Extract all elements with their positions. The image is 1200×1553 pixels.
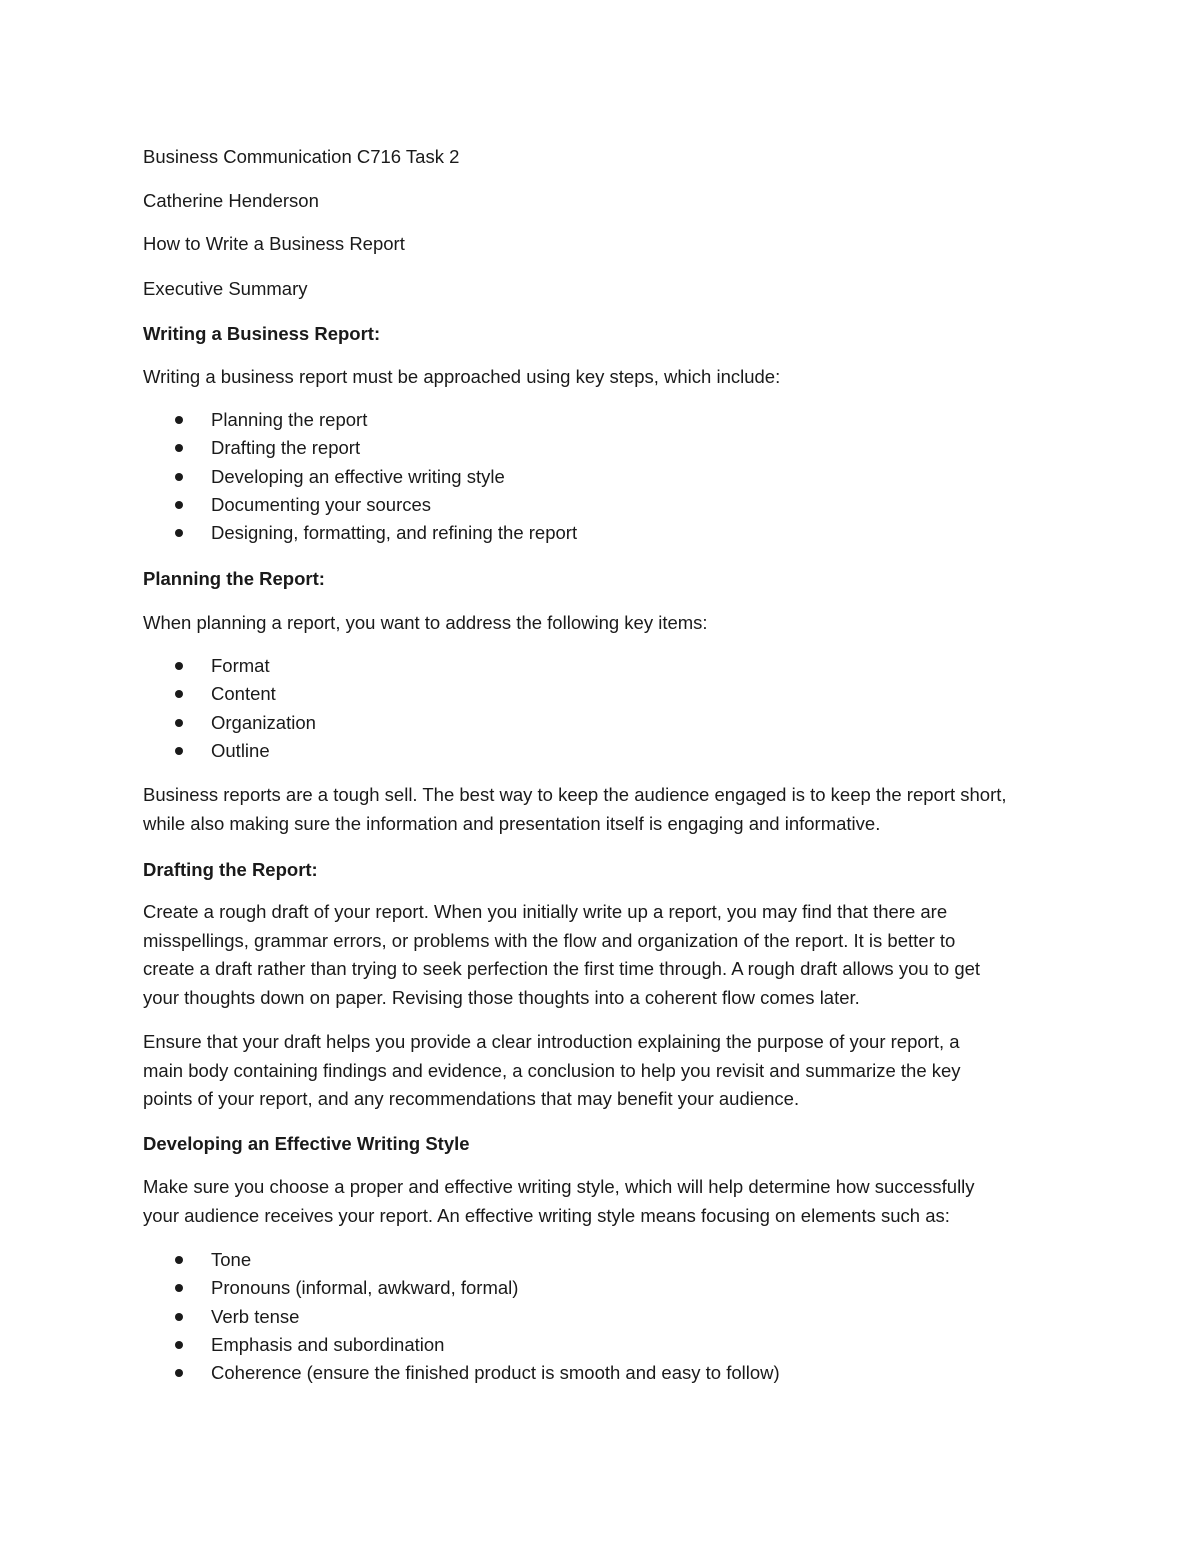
list-item: [143, 1359, 1063, 1387]
list-item: [143, 491, 1063, 519]
paragraph-line: points of your report, and any recommendations that may benefit your audience.: [143, 1088, 800, 1109]
course-title: Business Communication C716 Task 2: [143, 146, 460, 167]
paragraph-line: your thoughts down on paper. Revising those thoughts into a coherent flow comes later.: [143, 986, 860, 1008]
report-title: How to Write a Business Report: [143, 233, 405, 254]
style-intro-paragraph: [143, 1173, 1063, 1230]
planning-intro: When planning a report, you want to address the following key items:: [143, 612, 708, 633]
list-item: [143, 1274, 1063, 1302]
style-elements-list: [143, 1246, 1063, 1387]
bullet-icon: [175, 690, 183, 698]
list-item: [143, 463, 1063, 491]
list-item: [143, 652, 1063, 680]
list-item-text: Outline: [211, 739, 270, 761]
heading-planning: Planning the Report:: [143, 568, 325, 589]
writing-steps-list: [143, 406, 1063, 547]
list-item-text: Format: [211, 655, 270, 676]
drafting-paragraph-2: [143, 1028, 1063, 1114]
list-item: [143, 1331, 1063, 1359]
paragraph-line: Create a rough draft of your report. When you initially write up a report, you may find that there are: [143, 901, 948, 922]
bullet-icon: [175, 1369, 183, 1377]
bullet-icon: [175, 1256, 183, 1264]
list-item-text: Emphasis and subordination: [211, 1333, 445, 1355]
list-item-text: Pronouns (informal, awkward, formal): [211, 1277, 519, 1299]
section-label: Executive Summary: [143, 278, 308, 299]
list-item: [143, 737, 1063, 765]
drafting-paragraph-1: [143, 898, 1063, 1012]
list-item-text: Content: [211, 683, 276, 705]
list-item: [143, 434, 1063, 462]
bullet-icon: [175, 719, 183, 727]
bullet-icon: [175, 662, 183, 670]
heading-drafting: Drafting the Report:: [143, 859, 318, 880]
list-item-text: Organization: [211, 711, 316, 733]
list-item: [143, 709, 1063, 737]
list-item-text: Developing an effective writing style: [211, 465, 505, 487]
planning-closing-paragraph: [143, 781, 1063, 838]
list-item-text: Coherence (ensure the finished product is smooth and easy to follow): [211, 1362, 780, 1384]
bullet-icon: [175, 529, 183, 537]
list-item-text: Drafting the report: [211, 437, 361, 459]
list-item-text: Verb tense: [211, 1305, 300, 1327]
paragraph-line: while also making sure the information and presentation itself is engaging and informative.: [143, 812, 881, 834]
heading-writing-report: Writing a Business Report:: [143, 323, 381, 344]
author-name: Catherine Henderson: [143, 190, 319, 211]
bullet-icon: [175, 1341, 183, 1349]
bullet-icon: [175, 1284, 183, 1292]
paragraph-line: Make sure you choose a proper and effective writing style, which will help determine how successfully: [143, 1176, 975, 1197]
paragraph-line: create a draft rather than trying to seek perfection the first time through. A rough draft allows you to get: [143, 958, 981, 979]
planning-items-list: [143, 652, 1063, 765]
bullet-icon: [175, 747, 183, 755]
paragraph-line: Ensure that your draft helps you provide a clear introduction explaining the purpose of your report, a: [143, 1031, 960, 1052]
paragraph-line: misspellings, grammar errors, or problems with the flow and organization of the report. It is better to: [143, 929, 956, 951]
paragraph-line: your audience receives your report. An effective writing style means focusing on elements such as:: [143, 1204, 950, 1226]
list-item-text: Documenting your sources: [211, 493, 432, 515]
list-item: [143, 1246, 1063, 1274]
bullet-icon: [175, 1313, 183, 1321]
bullet-icon: [175, 473, 183, 481]
list-item-text: Designing, formatting, and refining the report: [211, 522, 578, 544]
list-item-text: Tone: [211, 1249, 252, 1270]
list-item: [143, 406, 1063, 434]
bullet-icon: [175, 501, 183, 509]
list-item: [143, 1303, 1063, 1331]
writing-report-intro: Writing a business report must be approached using key steps, which include:: [143, 366, 781, 387]
paragraph-line: main body containing findings and evidence, a conclusion to help you revisit and summarize the key: [143, 1059, 961, 1081]
list-item: [143, 519, 1063, 547]
list-item: [143, 680, 1063, 708]
bullet-icon: [175, 416, 183, 424]
paragraph-line: Business reports are a tough sell. The best way to keep the audience engaged is to keep the report short,: [143, 784, 1007, 805]
heading-writing-style: Developing an Effective Writing Style: [143, 1133, 470, 1154]
list-item-text: Planning the report: [211, 409, 368, 430]
bullet-icon: [175, 444, 183, 452]
